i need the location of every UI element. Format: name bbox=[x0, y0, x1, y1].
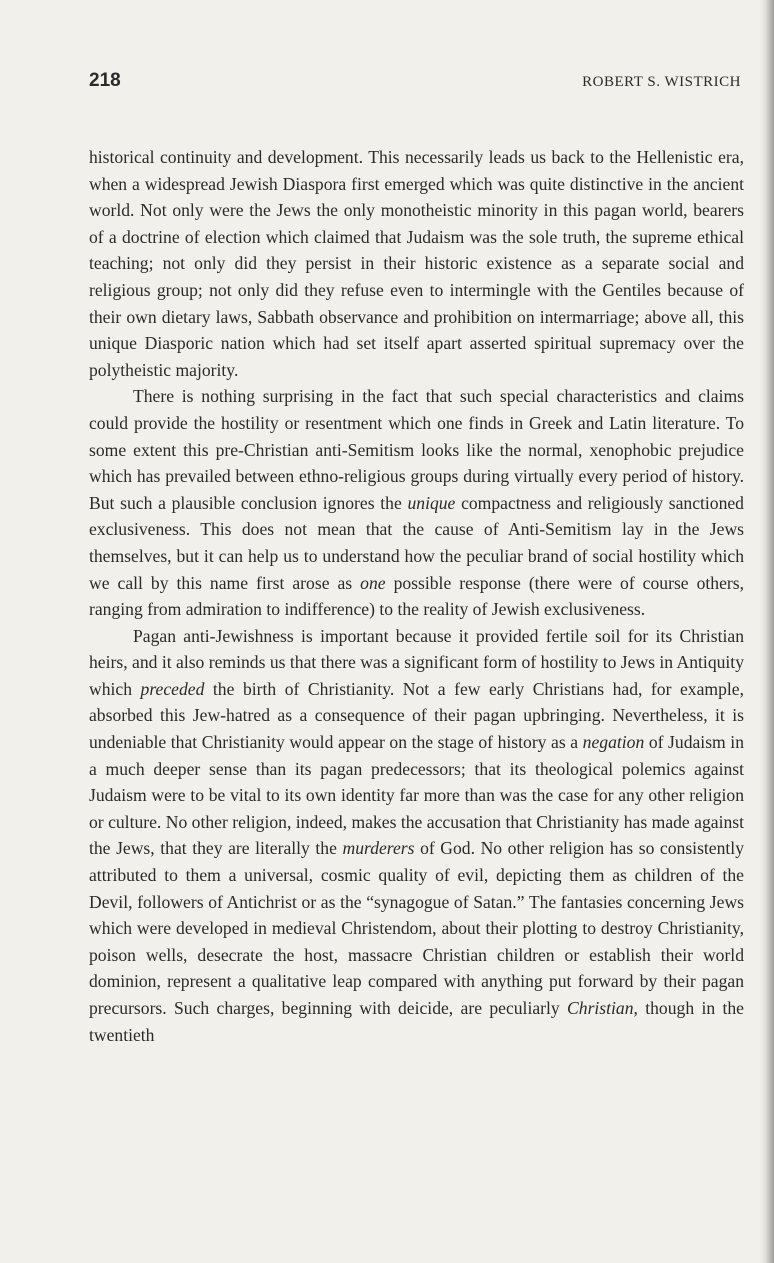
page-number: 218 bbox=[89, 70, 121, 91]
page-edge-shadow bbox=[760, 0, 774, 1263]
text-run: compactness and religiously sanctioned exclusiveness. This does not mean that the cause of Anti-Semitism lay in the Jews themselves, but it can help us to understand how the peculiar brand of social hostility which we call by this name first arose as bbox=[89, 492, 744, 593]
italic-text: negation bbox=[582, 732, 645, 753]
italic-text: one bbox=[360, 572, 386, 593]
italic-text: preceded bbox=[140, 678, 205, 699]
paragraph bbox=[89, 623, 744, 1049]
text-run: the birth of Christianity. Not a few early Christians had, for example, absorbed this Jew-hatred as a consequence of their pagan upbringing. Nevertheless, it is undeniable that Christianity would appear on the stage of history as a bbox=[89, 678, 744, 753]
italic-text: Christian bbox=[567, 998, 634, 1018]
text-run: historical continuity and development. This necessarily leads us back to the Hellenistic era, when a widespread Jewish Diaspora first emerged which was quite distinctive in the ancient world. Not only were the Jews the only monotheistic minority in this pagan world, bearers of a doctrine of election which claimed that Judaism was the sole truth, the supreme ethical teaching; not only did they persist in their historic existence as a separate social and religious group; not only did they refuse even to intermingle with the Gentiles because of their own dietary laws, Sabbath observance and prohibition on intermarriage; above all, this unique Diasporic nation which had set itself apart asserted spiritual supremacy over the polytheistic majority. bbox=[89, 147, 744, 380]
paragraph bbox=[89, 144, 744, 383]
text-run: , though in the twentieth bbox=[89, 998, 744, 1045]
text-run: of Judaism in a much deeper sense than its pagan predecessors; that its theological polemics against Judaism were to be vital to its own identity far more than was the case for any other religion or culture. No other religion, indeed, makes the accusation that Christianity has made against the Jews, that they are literally the bbox=[89, 732, 744, 859]
page-header bbox=[89, 70, 741, 100]
text-run: Pagan anti-Jewishness is important because it provided fertile soil for its Christian heirs, and it also reminds us that there was a significant form of hostility to Jews in Antiquity which bbox=[89, 625, 744, 699]
text-run: There is nothing surprising in the fact that such special characteristics and claims could provide the hostility or resentment which one finds in Greek and Latin literature. To some extent this pre-Christian anti-Semitism looks like the normal, xenophobic prejudice which has prevailed between ethno-religious groups during virtually every period of history. But such a plausible conclusion ignores the bbox=[89, 386, 744, 513]
running-head: ROBERT S. WISTRICH bbox=[582, 74, 741, 90]
text-run: possible response (there were of course others, ranging from admiration to indifference) to the reality of Jewish exclusiveness. bbox=[89, 572, 744, 620]
body-text bbox=[89, 144, 744, 1048]
italic-text: murderers bbox=[342, 838, 415, 859]
italic-text: unique bbox=[407, 492, 456, 513]
paragraph bbox=[89, 383, 744, 622]
text-run: of God. No other religion has so consistently attributed to them a universal, cosmic quality of evil, depicting them as children of the Devil, followers of Antichrist or as the “synagogue of Satan.” The fantasies concerning Jews which were developed in medieval Christendom, about their plotting to destroy Christianity, poison wells, desecrate the host, massacre Christian children or establish their world dominion, represent a qualitative leap compared with anything put forward by their pagan precursors. Such charges, beginning with deicide, are peculiarly bbox=[89, 838, 744, 1018]
